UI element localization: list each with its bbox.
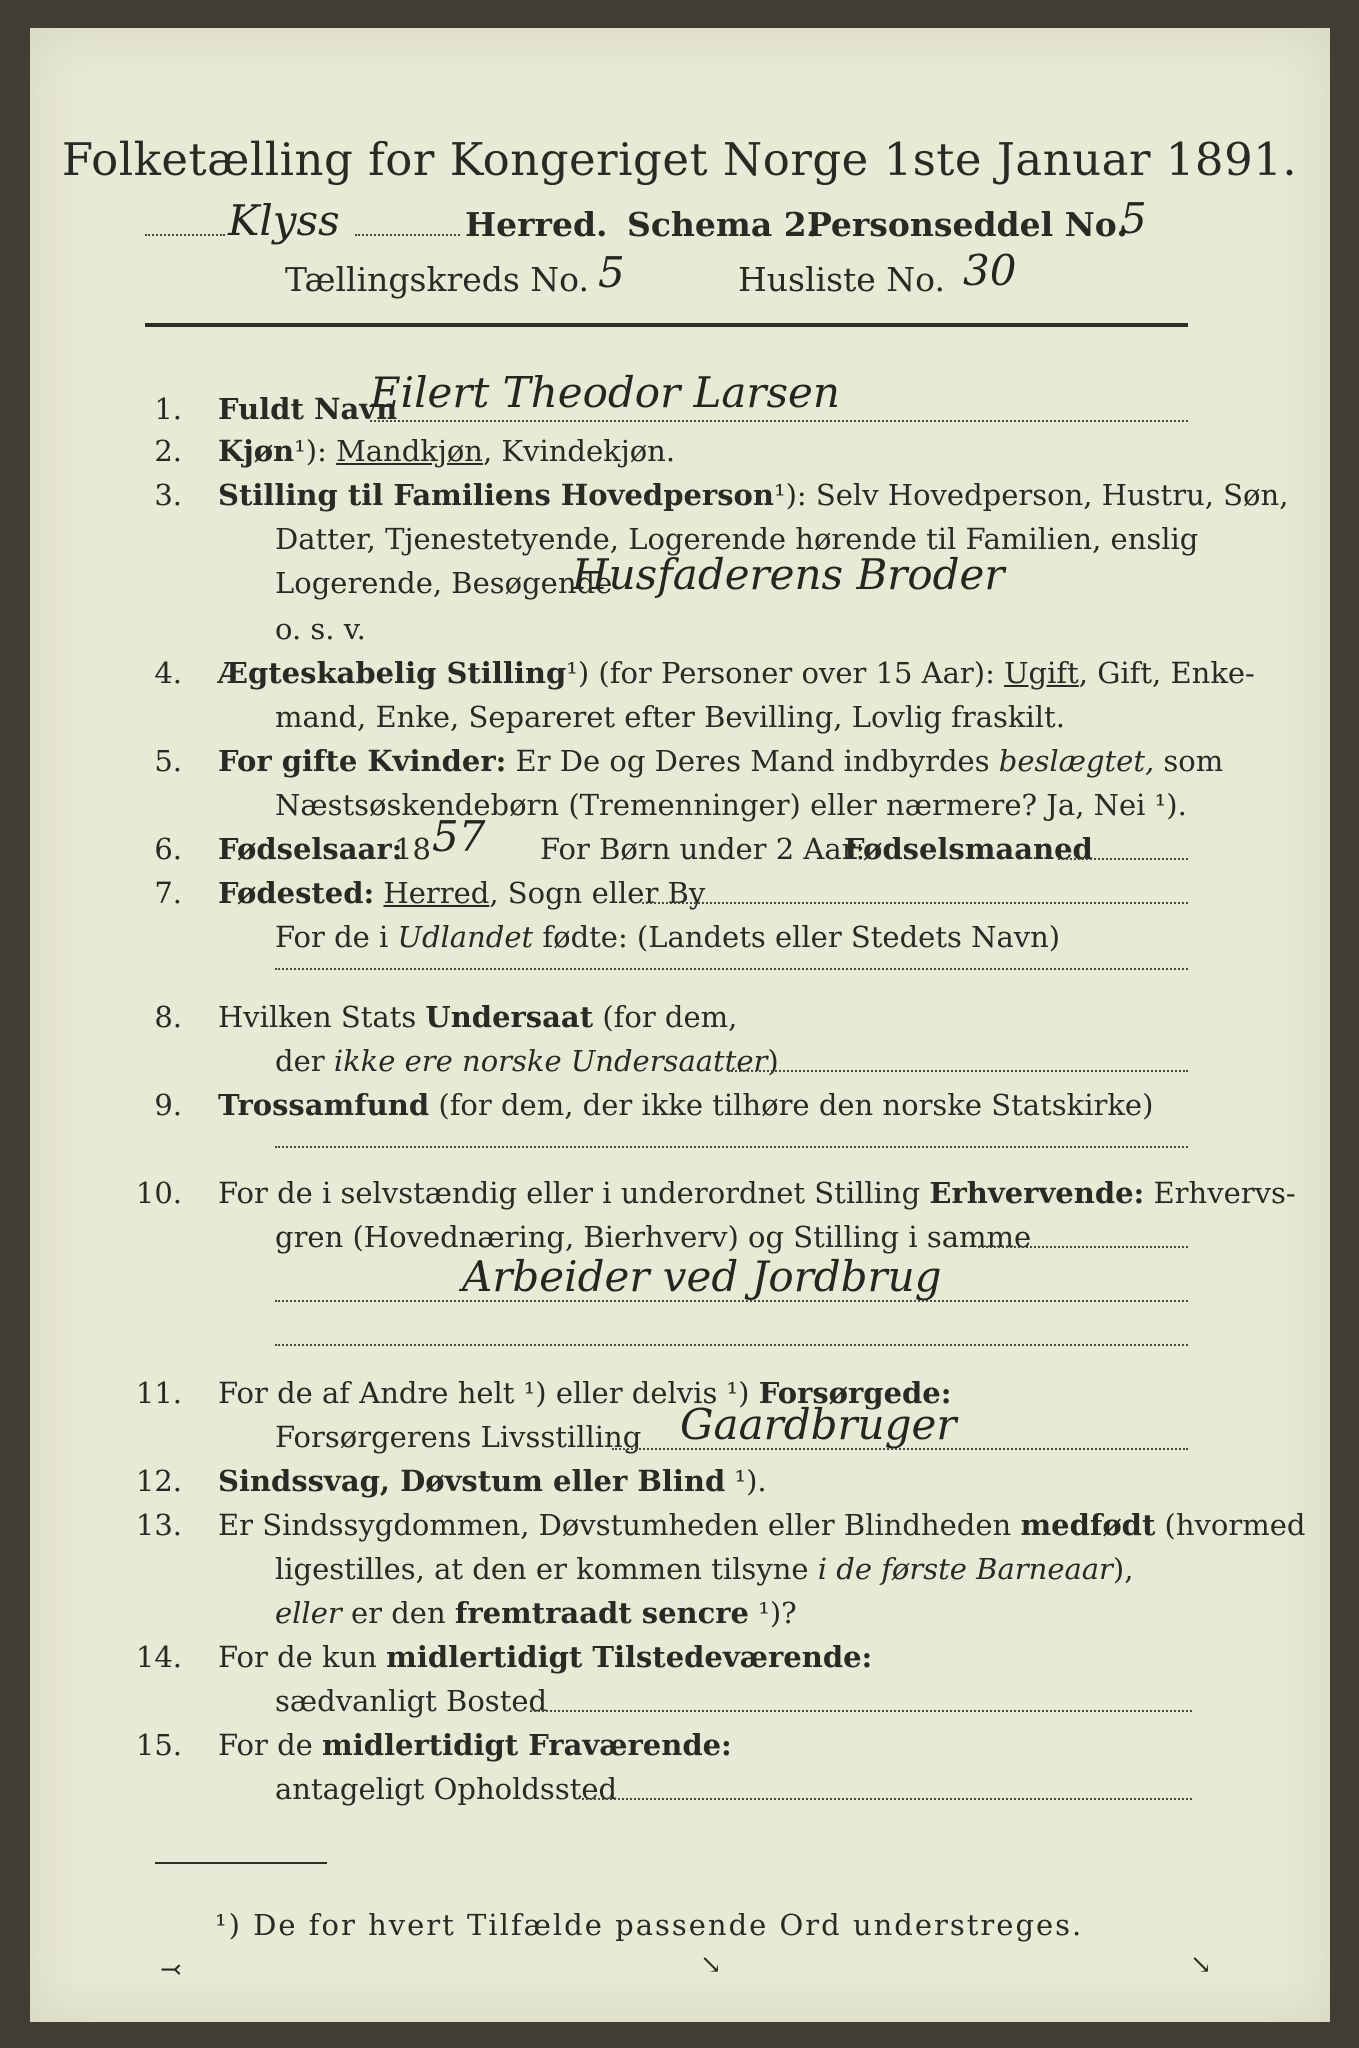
q15-text-1a: For de bbox=[218, 1728, 323, 1762]
q15-number: 15. bbox=[135, 1728, 182, 1762]
q1-value: Eilert Theodor Larsen bbox=[370, 368, 840, 417]
q13-italic-1: i de første Barneaar bbox=[817, 1552, 1113, 1586]
q7-dotted-line-2 bbox=[275, 968, 1188, 970]
q13-text-3b: ¹)? bbox=[749, 1596, 797, 1630]
q13-text-2a: ligestilles, at den er kommen tilsyne bbox=[275, 1552, 818, 1586]
footnote: ¹) De for hvert Tilfælde passende Ord understreges. bbox=[215, 1908, 1084, 1942]
q7-italic: Udlandet bbox=[397, 920, 534, 954]
q11-text-1a: For de af Andre helt ¹) eller delvis ¹) bbox=[218, 1376, 759, 1410]
q8-text-1b: (for dem, bbox=[593, 1000, 738, 1034]
q2-option-kvindekjon: , Kvindekjøn. bbox=[483, 434, 676, 468]
q14-text-1a: For de kun bbox=[218, 1640, 387, 1674]
q8-line-2 bbox=[275, 1044, 779, 1078]
q7-dotted-line bbox=[642, 902, 1188, 904]
q7-line-2 bbox=[275, 920, 1060, 954]
margin-mark-left: ⤙ bbox=[160, 1955, 182, 1985]
q10-line-2: gren (Hovednæring, Bierhverv) og Stilling i samme bbox=[275, 1220, 1032, 1254]
q8-text-1a: Hvilken Stats bbox=[218, 1000, 426, 1034]
q2-number: 2. bbox=[154, 434, 182, 468]
q6-label-2: Fødselsmaaned bbox=[844, 832, 1093, 866]
q8-number: 8. bbox=[154, 1000, 182, 1034]
q4-line-1 bbox=[218, 656, 1255, 690]
q9-text: (for dem, der ikke tilhøre den norske Statskirke) bbox=[429, 1088, 1154, 1122]
q8-line-1 bbox=[218, 1000, 737, 1034]
q10-dotted-line bbox=[978, 1246, 1188, 1248]
footnote-rule bbox=[155, 1862, 327, 1864]
q6-prefix: 18 bbox=[394, 832, 431, 866]
q14-bold: midlertidigt Tilstedeværende: bbox=[386, 1640, 873, 1674]
q4-number: 4. bbox=[154, 656, 182, 690]
q4-text-1: ¹) (for Personer over 15 Aar): bbox=[566, 656, 1005, 690]
form-title: Folketælling for Kongeriget Norge 1ste Januar 1891. bbox=[61, 133, 1298, 186]
q6-label: Fødselsaar: bbox=[218, 832, 403, 866]
q3-line-1 bbox=[218, 478, 1288, 512]
q4-label: Ægteskabelig Stilling bbox=[218, 656, 567, 690]
q13-number: 13. bbox=[135, 1508, 182, 1542]
q13-text-1a: Er Sindssygdommen, Døvstumheden eller Blindheden bbox=[218, 1508, 1021, 1542]
kreds-value: 5 bbox=[598, 248, 625, 297]
personseddel-value: 5 bbox=[1120, 194, 1147, 243]
husliste-value: 30 bbox=[963, 246, 1017, 295]
herred-dotted-line bbox=[145, 234, 225, 236]
q2-label: Kjøn bbox=[218, 434, 295, 468]
herred-value: Klyss bbox=[228, 196, 340, 245]
q14-dotted-line bbox=[530, 1710, 1192, 1712]
q11-line-2: Forsørgerens Livsstilling bbox=[275, 1420, 642, 1454]
q3-number: 3. bbox=[154, 478, 182, 512]
q2-text bbox=[218, 434, 675, 468]
schema-label: Schema 2. bbox=[627, 205, 819, 244]
q15-line-1 bbox=[218, 1728, 732, 1762]
q6-dotted-line bbox=[1058, 858, 1188, 860]
q5-line-2: Næstsøskendebørn (Tremenninger) eller nærmere? Ja, Nei ¹). bbox=[275, 788, 1187, 822]
q3-value: Husfaderens Broder bbox=[572, 550, 1005, 599]
q7-text-2b: fødte: (Landets eller Stedets Navn) bbox=[533, 920, 1061, 954]
herred-dotted-line-2 bbox=[355, 234, 460, 236]
q5-number: 5. bbox=[154, 744, 182, 778]
q7-text-2a: For de i bbox=[275, 920, 398, 954]
q1-number: 1. bbox=[154, 392, 182, 426]
q1-dotted-line bbox=[370, 420, 1188, 422]
q10-dotted-line-3 bbox=[275, 1344, 1188, 1346]
q6-number: 6. bbox=[154, 832, 182, 866]
q13-italic-2: eller bbox=[275, 1596, 342, 1630]
q12-text: ¹). bbox=[725, 1464, 767, 1498]
q12-bold: Sindssvag, Døvstum eller Blind bbox=[218, 1464, 726, 1498]
q13-text-2b: ), bbox=[1112, 1552, 1134, 1586]
q8-text-2b: ) bbox=[767, 1044, 779, 1078]
q5-italic: beslægtet, bbox=[998, 744, 1155, 778]
q4-line-2: mand, Enke, Separeret efter Bevilling, Lovlig fraskilt. bbox=[275, 700, 1065, 734]
q3-line-4: o. s. v. bbox=[275, 612, 366, 646]
q9-line-1 bbox=[218, 1088, 1153, 1122]
q12-number: 12. bbox=[135, 1464, 182, 1498]
q11-dotted-line bbox=[612, 1448, 1188, 1450]
q13-bold-2: fremtraadt sencre bbox=[454, 1596, 750, 1630]
q3-label: Stilling til Familiens Hovedperson bbox=[218, 478, 774, 512]
q11-bold: Forsørgede: bbox=[758, 1376, 952, 1410]
q12-line-1 bbox=[218, 1464, 767, 1498]
q13-line-1 bbox=[218, 1508, 1305, 1542]
q5-text-1: Er De og Deres Mand indbyrdes bbox=[506, 744, 999, 778]
q5-line-1 bbox=[218, 744, 1223, 778]
personseddel-label: Personseddel No. bbox=[807, 205, 1128, 244]
q9-number: 9. bbox=[154, 1088, 182, 1122]
q10-text-1a: For de i selvstændig eller i underordnet Stilling bbox=[218, 1176, 930, 1210]
q10-line-1 bbox=[218, 1176, 1296, 1210]
q7-text-1: , Sogn eller By bbox=[489, 876, 706, 910]
q7-label: Fødested: bbox=[218, 876, 375, 910]
q6-value: 57 bbox=[432, 812, 486, 861]
q13-bold-1: medfødt bbox=[1020, 1508, 1156, 1542]
q8-text-2a: der bbox=[275, 1044, 334, 1078]
q14-line-2: sædvanligt Bosted bbox=[275, 1684, 548, 1718]
q1-label: Fuldt Navn bbox=[218, 392, 398, 426]
q7-number: 7. bbox=[154, 876, 182, 910]
q2-sup: ¹): bbox=[294, 434, 327, 468]
q15-line-2: antageligt Opholdssted bbox=[275, 1772, 618, 1806]
q13-text-1b: (hvormed bbox=[1155, 1508, 1306, 1542]
q7-option-herred: Herred bbox=[383, 876, 490, 910]
q10-value: Arbeider ved Jordbrug bbox=[462, 1252, 942, 1301]
q13-line-3 bbox=[275, 1596, 797, 1630]
q10-text-1b: Erhvervs- bbox=[1144, 1176, 1296, 1210]
q4-text-2: , Gift, Enke- bbox=[1078, 656, 1255, 690]
margin-mark-right: ↘ bbox=[1190, 1950, 1212, 1980]
herred-label: Herred. bbox=[465, 205, 608, 244]
q15-bold: midlertidigt Fraværende: bbox=[322, 1728, 732, 1762]
q8-bold: Undersaat bbox=[425, 1000, 594, 1034]
margin-mark-center: ↘ bbox=[700, 1950, 722, 1980]
kreds-label: Tællingskreds No. bbox=[285, 260, 589, 299]
q5-text-2: som bbox=[1154, 744, 1224, 778]
q2-option-mandkjon: Mandkjøn bbox=[336, 434, 483, 468]
q9-dotted-line bbox=[275, 1146, 1188, 1148]
q13-text-3a: er den bbox=[341, 1596, 455, 1630]
q3-line-2: Datter, Tjenestetyende, Logerende hørende til Familien, enslig bbox=[275, 522, 1199, 556]
q15-dotted-line bbox=[582, 1798, 1192, 1800]
q3-line-3: Logerende, Besøgende bbox=[275, 566, 613, 600]
q13-line-2 bbox=[275, 1552, 1133, 1586]
husliste-label: Husliste No. bbox=[738, 260, 945, 299]
q4-option-ugift: Ugift bbox=[1004, 656, 1079, 690]
q3-text-1: ¹): Selv Hovedperson, Hustru, Søn, bbox=[773, 478, 1289, 512]
header-rule bbox=[145, 323, 1188, 327]
q10-number: 10. bbox=[135, 1176, 182, 1210]
q11-number: 11. bbox=[135, 1376, 182, 1410]
q5-label: For gifte Kvinder: bbox=[218, 744, 507, 778]
q7-line-1 bbox=[218, 876, 705, 910]
q9-bold: Trossamfund bbox=[218, 1088, 430, 1122]
q10-bold: Erhvervende: bbox=[929, 1176, 1145, 1210]
q6-text: For Børn under 2 Aar: bbox=[540, 832, 866, 866]
q14-line-1 bbox=[218, 1640, 872, 1674]
q8-dotted-line bbox=[728, 1070, 1188, 1072]
q10-dotted-line-2 bbox=[275, 1300, 1188, 1302]
q11-value: Gaardbruger bbox=[680, 1400, 957, 1449]
q8-italic: ikke ere norske Undersaatter bbox=[333, 1044, 768, 1078]
q14-number: 14. bbox=[135, 1640, 182, 1674]
